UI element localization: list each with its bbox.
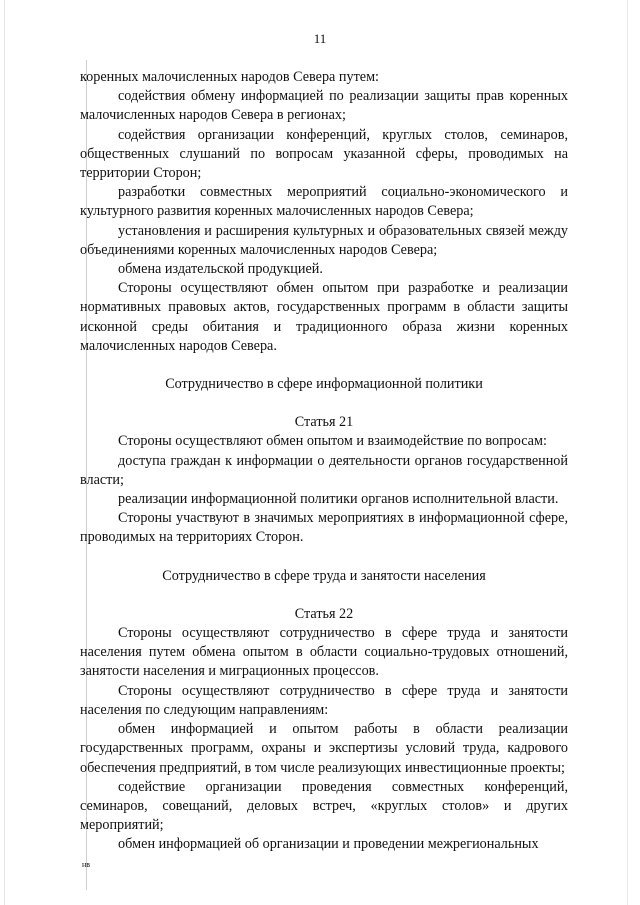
paragraph: обмена издательской продукцией. [118, 261, 323, 278]
paragraph: Стороны участвуют в значимых мероприятиях в информационной сфере, проводимых на территориях Сторон. [80, 510, 568, 546]
paragraph: Стороны осуществляют обмен опытом и взаимодействие по вопросам: [118, 433, 547, 450]
paragraph: содействия организации конференций, круглых столов, семинаров, общественных слушаний по вопросам указанной сферы, проводимых на территории Сторон; [80, 126, 568, 182]
section-heading: Сотрудничество в сфере информационной политики [165, 376, 483, 393]
document-body [80, 68, 568, 855]
paragraph: обмен информацией и опытом работы в области реализации государственных программ, охраны и экспертизы условий труда, кадрового обеспечения предприятий, в том числе реализующих инвестиционные проекты; [80, 721, 568, 776]
article-title: Статья 22 [294, 605, 354, 622]
article-title: Статья 21 [294, 414, 354, 431]
paragraph: обмен информацией об организации и проведении межрегиональных [118, 836, 539, 853]
paragraph: Стороны осуществляют сотрудничество в сфере труда и занятости населения по следующим направлениям: [80, 682, 568, 718]
footer-mark: нв [82, 860, 91, 869]
scan-edge-line-right [627, 0, 628, 905]
paragraph: доступа граждан к информации о деятельности органов государственной власти; [80, 452, 568, 488]
page-number: 11 [313, 31, 327, 46]
paragraph: коренных малочисленных народов Севера путем: [80, 69, 379, 85]
paragraph: установления и расширения культурных и образовательных связей между объединениями коренных малочисленных народов Севера; [80, 222, 568, 258]
paragraph: реализации информационной политики органов исполнительной власти. [118, 491, 559, 508]
section-heading: Сотрудничество в сфере труда и занятости населения [162, 567, 486, 584]
paragraph: Стороны осуществляют обмен опытом при разработке и реализации нормативных правовых актов, государственных программ в области защиты исконной среды обитания и традиционного образа жизни коренных малочисленных народов Севера. [80, 280, 568, 354]
paragraph: разработки совместных мероприятий социально-экономического и культурного развития коренных малочисленных народов Севера; [80, 184, 568, 220]
paragraph: содействия обмену информацией по реализации защиты прав коренных малочисленных народов Севера в регионах; [80, 88, 568, 124]
paragraph: содействие организации проведения совместных конференций, семинаров, совещаний, деловых встреч, «круглых столов» и других мероприятий; [80, 778, 568, 834]
scan-edge-line [4, 0, 5, 905]
paragraph: Стороны осуществляют сотрудничество в сфере труда и занятости населения путем обмена опытом в области социально-трудовых отношений, занятости населения и миграционных процессов. [80, 625, 568, 680]
